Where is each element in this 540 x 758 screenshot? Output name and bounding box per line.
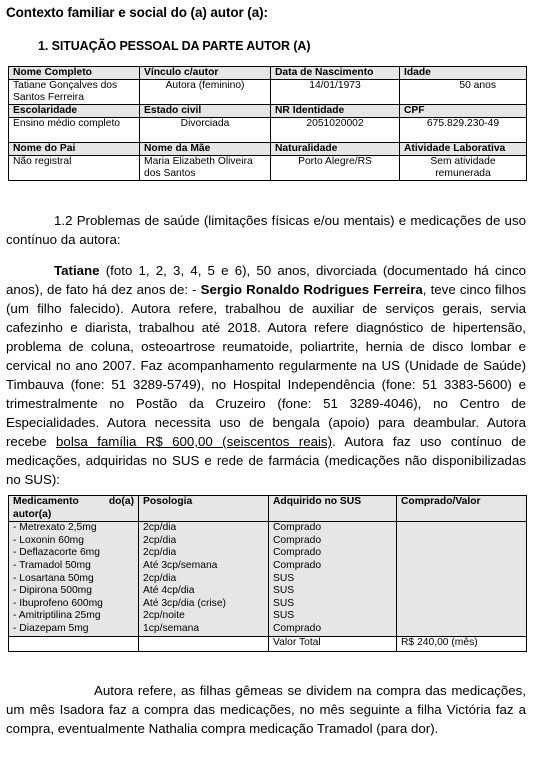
med-name: - Ibuprofeno 600mg: [9, 598, 139, 611]
header-dosage: Posologia: [139, 496, 269, 522]
value-marital-status: Divorciada: [140, 118, 271, 143]
header-father-name: Nome do Pai: [9, 143, 140, 156]
med-name: - Deflazacorte 6mg: [9, 547, 139, 560]
table-row: [9, 610, 527, 623]
table-row: [9, 156, 527, 181]
main-text-part3: . Autora faz uso contínuo de medicações, adquiridas no SUS e rede de farmácia (medicações não disponibilizadas no SUS):: [6, 434, 526, 487]
value-father-name: Não registral: [9, 156, 140, 181]
health-intro-paragraph: [6, 211, 526, 249]
table-row: [9, 585, 527, 598]
med-source: Comprado: [269, 560, 397, 573]
med-dosage: Até 3cp/semana: [139, 560, 269, 573]
medication-table: [8, 495, 527, 652]
med-dosage: 2cp/dia: [139, 573, 269, 586]
main-text-part2: , teve cinco filhos (um filho falecido). Autora refere, trabalhou de auxiliar de serviços gerais, servia cafezinho e diarista, trabalhou até 2018. Autora refere diagnóstico de hipertensão, problema de coluna, osteoartrose reumatoide, poliartrite, hernia de disco lombar e cervical no ano 2007. Faz acompanhamento regularmente na US (Unidade de Saúde) Timbauva (fone: 51 3289-5749), no Hospital Independência (fone: 51 3383-5600) e trimestralmente no Postão da Cruzeiro (fone: 51 3289-4046), no Centro de Especialidades. Autora necessita uso de bengala (apoio) para deambular. Autora recebe: [6, 282, 526, 449]
main-text-part1: (foto 1, 2, 3, 4, 5 e 6), 50 anos, divorciada (documentado há cinco anos), de fato há dez anos de: -: [6, 263, 526, 297]
med-source: SUS: [269, 610, 397, 623]
header-med-line2: autor(a): [13, 508, 52, 520]
med-dosage: 2cp/noite: [139, 610, 269, 623]
med-name: - Tramadol 50mg: [9, 560, 139, 573]
value-birthplace: Porto Alegre/RS: [271, 156, 400, 181]
med-dosage: Até 4cp/dia: [139, 585, 269, 598]
value-id-number: 2051020002: [271, 118, 400, 143]
personal-info-table: [8, 66, 527, 181]
med-value: [397, 623, 527, 636]
med-value: [397, 535, 527, 548]
med-source: Comprado: [269, 623, 397, 636]
med-value: [397, 598, 527, 611]
table-row: [9, 105, 527, 118]
med-dosage: 1cp/semana: [139, 623, 269, 636]
med-name: - Loxonin 60mg: [9, 535, 139, 548]
final-paragraph-text: Autora refere, as filhas gêmeas se dividem na compra das medicações, um mês Isadora faz a compra das medicações, no mês seguinte a filha Victória faz a compra, eventualmente Nathalia compra medicação Tramadol (para dor).: [6, 683, 526, 736]
med-name: - Metrexato 2,5mg: [9, 522, 139, 535]
med-value: [397, 560, 527, 573]
table-row: [9, 598, 527, 611]
table-row: [9, 623, 527, 636]
med-source: Comprado: [269, 535, 397, 548]
header-birth-date: Data de Nascimento: [271, 67, 400, 80]
med-source: Comprado: [269, 522, 397, 535]
benefit-text: bolsa família R$ 600,00 (seiscentos reais): [56, 434, 333, 449]
med-value: [397, 522, 527, 535]
total-label: Valor Total: [269, 636, 397, 651]
med-name: - Amitriptilina 25mg: [9, 610, 139, 623]
value-work-activity: Sem atividade remunerada: [400, 156, 527, 181]
table-row: [9, 560, 527, 573]
value-birth-date: 14/01/1973: [271, 80, 400, 105]
value-mother-name: Maria Elizabeth Oliveira dos Santos: [140, 156, 271, 181]
header-marital-status: Estado civil: [140, 105, 271, 118]
med-dosage: Até 3cp/dia (crise): [139, 598, 269, 611]
header-birthplace: Naturalidade: [271, 143, 400, 156]
header-relationship: Vínculo c/autor: [140, 67, 271, 80]
header-bought-value: Comprado/Valor: [397, 496, 527, 522]
header-cpf: CPF: [400, 105, 527, 118]
med-dosage: 2cp/dia: [139, 535, 269, 548]
table-row: [9, 522, 527, 535]
header-med-word1: Medicamento: [13, 496, 79, 507]
table-row: [9, 573, 527, 586]
total-value: R$ 240,00 (mês): [397, 636, 527, 651]
med-value: [397, 547, 527, 560]
med-value: [397, 573, 527, 586]
final-paragraph: [6, 681, 526, 738]
header-acquired-sus: Adquirido no SUS: [269, 496, 397, 522]
med-value: [397, 585, 527, 598]
health-intro-text: 1.2 Problemas de saúde (limitações físicas e/ou mentais) e medicações de uso contínuo da autora:: [6, 213, 526, 247]
header-education: Escolaridade: [9, 105, 140, 118]
med-source: SUS: [269, 598, 397, 611]
header-age: Idade: [400, 67, 527, 80]
med-source: SUS: [269, 573, 397, 586]
header-med-word2: do(a): [108, 496, 134, 507]
value-age: 50 anos: [400, 80, 527, 105]
context-title: Contexto familiar e social do (a) autor (a):: [6, 5, 268, 20]
med-source: SUS: [269, 585, 397, 598]
value-education: Ensino médio completo: [9, 118, 140, 143]
value-relationship: Autora (feminino): [140, 80, 271, 105]
med-source: Comprado: [269, 547, 397, 560]
table-row: [9, 80, 527, 105]
value-cpf: 675.829.230-49: [400, 118, 527, 143]
ex-husband-name: Sergio Ronaldo Rodrigues Ferreira: [200, 282, 423, 297]
header-medication: [9, 496, 139, 522]
table-row: [9, 547, 527, 560]
header-id-number: NR Identidade: [271, 105, 400, 118]
value-full-name: Tatiane Gonçalves dos Santos Ferreira: [9, 80, 140, 105]
author-name: Tatiane: [54, 263, 100, 278]
table-row: [9, 143, 527, 156]
table-row: [9, 118, 527, 143]
main-paragraph: [6, 261, 526, 489]
header-work-activity: Atividade Laborativa: [400, 143, 527, 156]
med-name: - Dipirona 500mg: [9, 585, 139, 598]
table-row: [9, 67, 527, 80]
med-name: - Losartana 50mg: [9, 573, 139, 586]
header-mother-name: Nome da Mãe: [140, 143, 271, 156]
total-row: [9, 636, 527, 651]
table-row: [9, 535, 527, 548]
med-dosage: 2cp/dia: [139, 522, 269, 535]
section-title: 1. SITUAÇÃO PESSOAL DA PARTE AUTOR (A): [38, 39, 311, 53]
table-row: [9, 496, 527, 522]
med-name: - Diazepam 5mg: [9, 623, 139, 636]
header-full-name: Nome Completo: [9, 67, 140, 80]
med-dosage: 2cp/dia: [139, 547, 269, 560]
med-value: [397, 610, 527, 623]
